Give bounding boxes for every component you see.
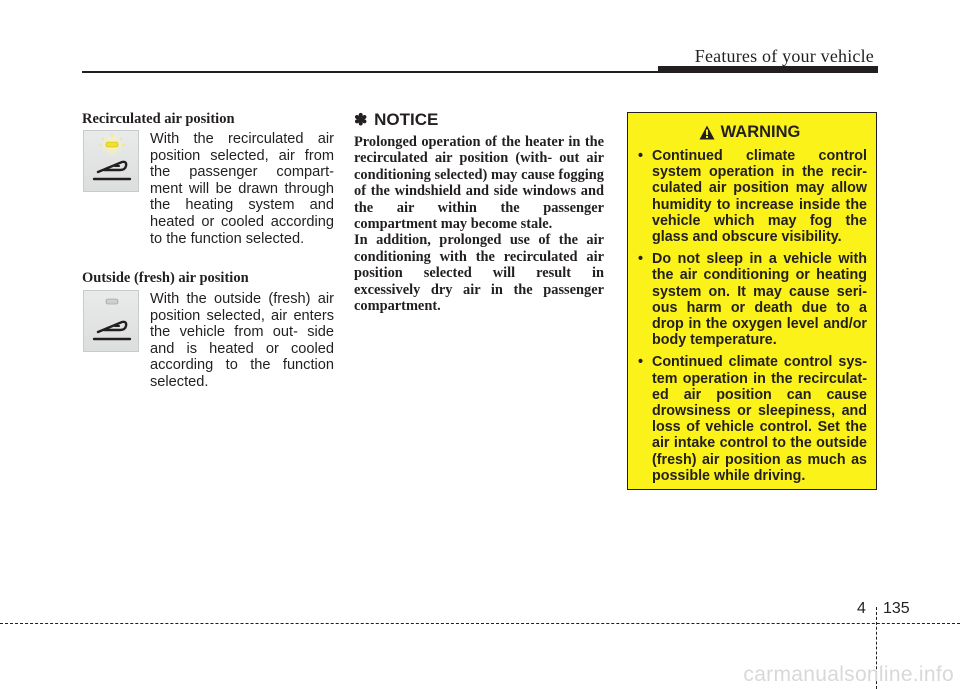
- warning-item: • Do not sleep in a vehicle with the air conditioning or heating system on. It may cause seri- ous harm or death due to a drop in the oxygen level and/or body temperature.: [638, 251, 867, 349]
- page-number: 135: [883, 600, 910, 617]
- chapter-number: 4: [857, 600, 866, 617]
- recirculated-description: With the recirculated air position selected, air from the passenger compart- ment will be drawn through the heating system and heated or cooled according to the function selected.: [150, 131, 334, 247]
- notice-title-text: NOTICE: [374, 110, 439, 129]
- fresh-air-icon: [84, 291, 140, 353]
- recirculated-button-image: [83, 130, 139, 192]
- outside-heading: Outside (fresh) air position: [82, 270, 249, 286]
- notice-title: [354, 110, 438, 130]
- notice-body: [354, 134, 604, 314]
- warning-item-text: Do not sleep in a vehicle with the air conditioning or heating system on. It may cause seri- ous harm or death due to a drop in the oxygen level and/or body temperature.: [652, 251, 867, 349]
- recirculate-icon: [84, 131, 140, 193]
- warning-box: [627, 112, 877, 490]
- header-rule-accent: [658, 66, 878, 73]
- warning-item-text: Continued climate control sys- tem operation in the recirculat- ed air position can cause drowsiness or sleepiness, and loss of vehicle control. Set the air intake control to the outside (fresh) air position as much as possible while driving.: [652, 354, 867, 484]
- warning-header: [632, 123, 867, 142]
- recirculated-heading: Recirculated air position: [82, 111, 235, 127]
- warning-list: [638, 148, 867, 484]
- notice-paragraph: Prolonged operation of the heater in the recirculated air position (with- out air conditioning selected) may cause fogging of the windshield and side windows and the air within the passenger compartment may become stale.: [354, 134, 604, 233]
- notice-paragraph: In addition, prolonged use of the air conditioning with the recirculated air position selected will result in excessively dry air in the passenger compartment.: [354, 232, 604, 315]
- warning-item: • Continued climate control system operation in the recir- culated air position may allow humidity to increase inside the vehicle which may fog the glass and obscure visibility.: [638, 148, 867, 246]
- warning-title: WARNING: [720, 123, 801, 141]
- section-title: Features of your vehicle: [694, 46, 874, 66]
- warning-item-text: Continued climate control system operation in the recir- culated air position may allow humidity to increase inside the vehicle which may fog the glass and obscure visibility.: [652, 148, 867, 246]
- watermark: carmanualsonline.info: [743, 663, 954, 686]
- warning-triangle-icon: [699, 125, 715, 140]
- header-rule: [82, 71, 660, 73]
- warning-item: • Continued climate control sys- tem operation in the recirculat- ed air position can cause drowsiness or sleepiness, and loss of vehicle control. Set the air intake control to the outside (fresh) air position as much as possible while driving.: [638, 354, 867, 484]
- notice-mark-icon: ✽: [354, 112, 368, 129]
- outside-button-image: [83, 290, 139, 352]
- outside-description: With the outside (fresh) air position selected, air enters the vehicle from out- side and is heated or cooled according to the function selected.: [150, 291, 334, 390]
- footer-rule: [0, 623, 960, 624]
